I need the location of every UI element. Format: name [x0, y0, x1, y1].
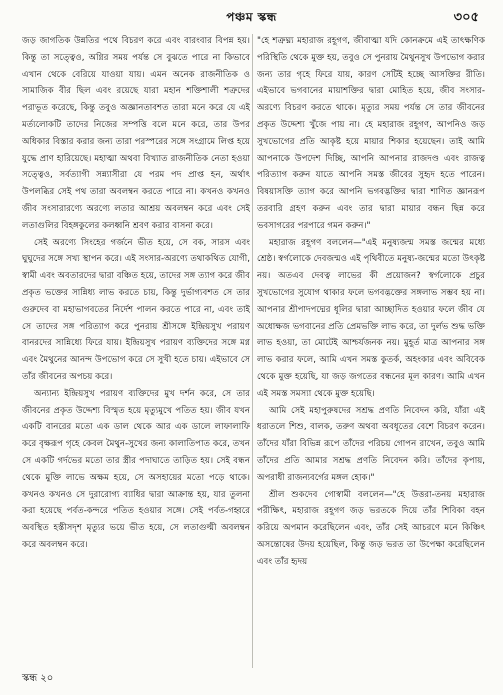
page-number: ৩০৫	[453, 10, 479, 25]
paragraph: মহারাজ রহূগণ বললেন—"এই মনুষ্যজন্ম সমস্ত জন্মের মধ্যে শ্রেষ্ঠ। স্বর্গলোকে দেবজন্মও এই পৃথিবীতে মনুষ্য-জন্মের মতো উৎকৃষ্ট নয়। অতএব দেবত্ব লাভের কী প্রয়োজন? স্বর্গলোকে প্রচুর সুখভোগের সুযোগ থাকার ফলে ভগবদ্ভক্তের সঙ্গলাভ সম্ভব হয় না। আপনার শ্রীপাদপদ্মের ধূলির দ্বারা আচ্ছাদিত হওয়ার ফলে জীব যে অধোক্ষজ ভগবানের প্রতি প্রেমভক্তি লাভ করে, তা দুর্লভ শুদ্ধ ভক্তি লাভ হওয়া, তা মোটেই আশ্চর্যজনক নয়। মুহূর্ত মাত্র আপনার সঙ্গ লাভ করার ফলে, আমি এখন সমস্ত কুতর্ক, অহংকার এবং অবিবেক থেকে মুক্ত হয়েছি, যা জড় জগতের বন্ধনের মূল কারণ। আমি এখন এই সমস্ত সমস্যা থেকে মুক্ত হয়েছি।	[257, 237, 485, 399]
footer-label: স্কন্ধ ২০	[22, 673, 54, 684]
paragraph: অন্যান্য ইন্দ্রিয়সুখ পরায়ণ ব্যক্তিদের মুখ দর্শন করে, সে তার জীবনের প্রকৃত উদ্দেশ্য বিস্মৃত হয়ে মৃত্যুমুখে পতিত হয়। জীব যখন একটি বানরের মতো এক ডাল থেকে আর এক ডালে লাফালাফি করে বৃক্ষরূপ গৃহে কেবল মৈথুন-সুখের জন্য কালাতিপাত করে, তখন সে একটি গর্দভের মতো তার স্ত্রীর পদাঘাতে তাড়িত হয়। সেই বন্ধন থেকে মুক্তি লাভে অক্ষম হয়ে, সে অসহায়ের মতো পড়ে থাকে। কখনও কখনও সে দুরারোগ্য ব্যাধির দ্বারা আক্রান্ত হয়, যার তুলনা করা হয়েছে পর্বত-কন্দরে পতিত হওয়ার সঙ্গে। সেই পর্বত-গহ্বরে অবস্থিত হস্তীসদৃশ মৃত্যুর ভয়ে ভীত হয়ে, সে লতাগুল্মী অবলম্বন করে অবলম্বন করে।	[22, 388, 250, 550]
paragraph: সেই অরণ্যে সিংহের গর্জনে ভীত হয়ে, সে বক, সারস এবং ঘুঘুদের সঙ্গে সখ্য স্থাপন করে। এই সংসার-অরণ্যে তথাকথিত যোগী, স্বামী এবং অবতারদের দ্বারা বঞ্চিত হয়ে, তাদের সঙ্গ ত্যাগ করে জীব প্রকৃত ভক্তের সান্নিধ্য লাভ করতে চায়, কিন্তু দুর্ভাগ্যবশত সে তার গুরুদেব বা মহাভাগবতের নির্দেশ পালন করতে পারে না, এবং তাই সে তাদের সঙ্গ পরিত্যাগ করে পুনরায় শ্রীসঙ্গে ইন্দ্রিয়সুখ পরায়ণ বানরদের সান্নিধ্যে ফিরে যায়। ইন্দ্রিয়সুখ পরায়ণ ব্যক্তিদের সঙ্গে মগ্ন এবং মৈথুনের আনন্দ উপভোগ করে সে সুখী হতে চায়। এইভাবে সে তাঁর জীবনের অপচয় করে।	[22, 237, 250, 382]
chapter-title: পঞ্চম স্কন্ধ	[226, 10, 277, 24]
right-column	[257, 33, 485, 669]
left-column	[22, 33, 250, 669]
column-divider	[252, 34, 253, 668]
running-header	[20, 8, 483, 28]
paragraph: আমি সেই মহাপুরুষদের সশ্রদ্ধ প্রণতি নিবেদন করি, যাঁরা এই ধরাতলে শিশু, বালক, তরুণ অথবা অবধূতের বেশে বিচরণ করেন। তাঁদের যাঁরা বিভিন্ন রূপে তাঁদের পরিচয় গোপন রাখেন, তবুও আমি তাঁদের প্রতি আমার সশ্রদ্ধ প্রণতি নিবেদন করি। তাঁদের কৃপায়, অপরাধী রাজন্যবর্গের মঙ্গল হোক।"	[257, 405, 485, 483]
paragraph: শ্রীল শুকদেব গোস্বামী বললেন—"হে উত্তরা-তনয় মহারাজ পরীক্ষিৎ, মহারাজ রহূগণ জড় ভরতকে দিয়ে তাঁর শিবিকা বহন করিয়ে অপমান করেছিলেন এবং, তাঁর সেই আচরণে মনে কিঞ্চিৎ অসন্তোষের উদয় হয়েছিল, কিন্তু জড় ভরত তা উপেক্ষা করেছিলেন এবং তাঁর হৃদয়	[257, 489, 485, 567]
paragraph: "হে শত্রুঘ্ন্য মহারাজ রহূগণ, জীবাত্মা যদি কোনক্রমে এই তাৎক্ষণিক পরিস্থিতি থেকে মুক্ত হয়, তবুও সে পুনরায় মৈথুনসুখ উপভোগ করার জন্য তার গৃহে ফিরে যায়, কারণ সেটিই হচ্ছে আসক্তির রীতি। এইভাবে ভগবানের মায়াশক্তির দ্বারা মোহিত হয়ে, জীব সংসার-অরণ্যে বিচরণ করতে থাকে। মৃত্যুর সময় পর্যন্ত সে তার জীবনের প্রকৃত উদ্দেশ্য খুঁজে পায় না। হে মহারাজ রহূগণ, আপনিও জড় সুখভোগের প্রতি আকৃষ্ট হয়ে মায়ার শিকার হয়েছেন। তাই আমি আপনাকে উপদেশ দিচ্ছি, আপনি আপনার রাজদণ্ড এবং রাজত্ব পরিত্যাগ করুন যাতে আপনি সমস্ত জীবের সুহৃদ হতে পারেন। বিষয়াসক্তি ত্যাগ করে আপনি ভগবদ্ভক্তির দ্বারা শাণিত জ্ঞানরূপ তরবারি গ্রহণ করুন এবং তার দ্বারা মায়ার বন্ধন ছিন্ন করে ভবসাগরের পরপারে গমন করুন।"	[257, 36, 485, 231]
paragraph: জড় জাগতিক উন্নতির পথে বিচরণ করে এবং বারংবার বিপন্ন হয়। কিন্তু তা সত্ত্বেও, অগ্নির সময় পর্যন্ত সে বুঝতে পারে না কিভাবে এখান থেকে বেরিয়ে যাওয়া যায়। এমন অনেক রাজনীতিক ও সামাজিক বীর ছিল এবং রয়েছে যারা মহান শক্তিশালী শত্রুদের পরাভূত করেছে, কিন্তু তবুও অজ্ঞানতাবশত তারা মনে করে যে এই মর্ত্যলোকটি তাদের নিজের সম্পত্তি বলে মনে করে, তার উপর অধিকার বিস্তার করার জন্য তারা পরস্পরের সঙ্গে সংগ্রামে লিপ্ত হয়ে যুদ্ধে প্রাণ হারিয়েছে। মহাত্মা অথবা বিখ্যাত রাজনীতিক নেতা হওয়া সত্ত্বেও, সর্বত্যাগী সন্ন্যাসীরা যে পরম পদ প্রাপ্ত হন, অর্থাৎ উপলব্ধির সেই পথ তারা অবলম্বন করতে পারে না। কখনও কখনও জীব সংসারারণ্যে অরণ্যে লতার আশ্রয় অবলম্বন করে এবং সেই লতাগুলির বিহঙ্গকুলের কলধ্বনি শ্রবণ করার বাসনা করে।	[22, 36, 250, 231]
